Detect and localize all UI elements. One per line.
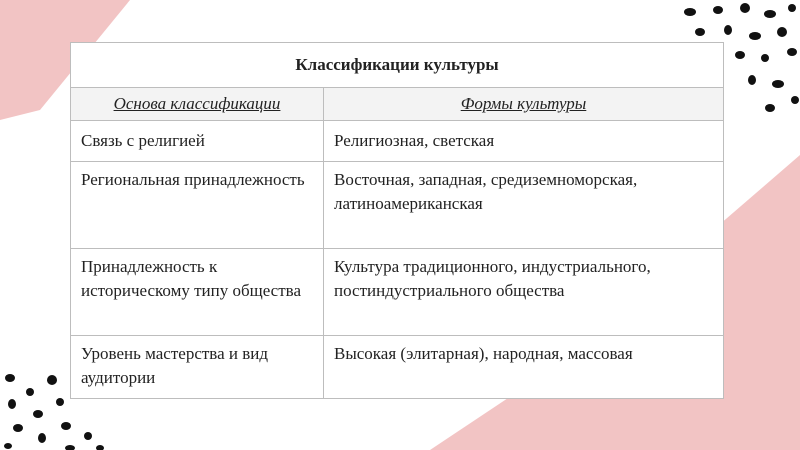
- row-forms: Восточная, западная, средиземноморская, латиноамериканская: [324, 162, 724, 249]
- table-header-row: [71, 88, 724, 121]
- table-row: [71, 121, 724, 162]
- row-basis: Связь с религией: [71, 121, 324, 162]
- classification-table-wrapper: [70, 42, 723, 399]
- row-basis: Уровень мастерства и вид аудитории: [71, 336, 324, 399]
- row-basis: Принадлежность к историческому типу общества: [71, 249, 324, 336]
- header-basis: Основа классификации: [71, 88, 324, 121]
- classification-table: [70, 42, 724, 399]
- row-forms: Культура традиционного, индустриального, постиндустриального общества: [324, 249, 724, 336]
- table-title: Классификации культуры: [71, 43, 724, 88]
- header-forms: Формы культуры: [324, 88, 724, 121]
- table-row: [71, 336, 724, 399]
- table-row: [71, 249, 724, 336]
- row-forms: Высокая (элитарная), народная, массовая: [324, 336, 724, 399]
- table-title-row: [71, 43, 724, 88]
- table-row: [71, 162, 724, 249]
- row-forms: Религиозная, светская: [324, 121, 724, 162]
- row-basis: Региональная принадлежность: [71, 162, 324, 249]
